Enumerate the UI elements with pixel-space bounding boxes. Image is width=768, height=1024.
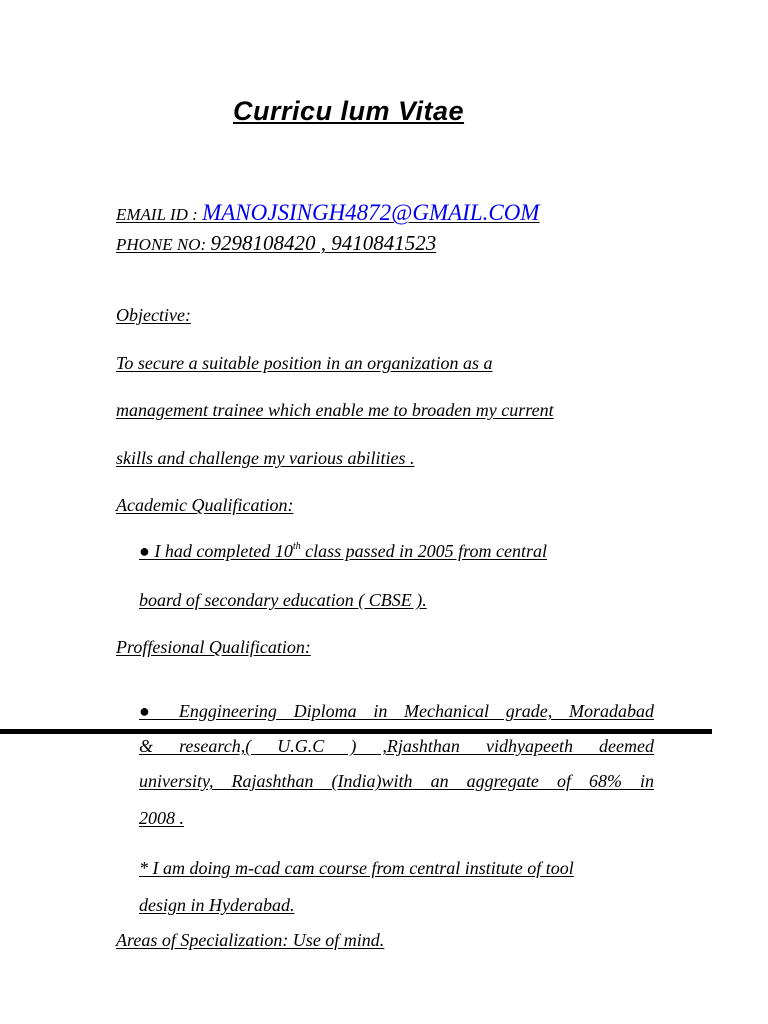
professional-line-4: 2008 . (139, 808, 184, 828)
specialization-line: Areas of Specialization: Use of mind. (116, 930, 385, 950)
academic-bullet (139, 541, 547, 562)
academic-bullet-text: ● I had completed 10 (139, 541, 293, 561)
academic-bullet-sup: th (292, 541, 301, 552)
academic-heading: Academic Qualification: (116, 495, 294, 515)
objective-line-3: skills and challenge my various abilities . (116, 448, 415, 468)
email-label: EMAIL ID : (116, 205, 203, 224)
professional-line-1: ● Enggineering Diploma in Mechanical grade, Moradabad (139, 701, 654, 721)
professional-line-2: & research,( U.G.C ) ,Rjashthan vidhyapeeth deemed (139, 736, 654, 756)
objective-line-1: To secure a suitable position in an organization as a (116, 353, 493, 373)
objective-line-2: management trainee which enable me to broaden my current (116, 400, 554, 420)
phone-numbers: 9298108420 , 9410841523 (210, 231, 437, 255)
horizontal-divider (0, 729, 712, 734)
course-note-line-1: * I am doing m-cad cam course from central institute of tool (139, 858, 574, 878)
academic-bullet-rest: class passed in 2005 from central (300, 541, 547, 561)
course-note-line-2: design in Hyderabad. (139, 895, 295, 915)
document-title: Curricu lum Vitae (233, 96, 465, 126)
email-line (116, 200, 539, 226)
email-link[interactable]: MANOJSINGH4872@GMAIL.COM (202, 200, 540, 225)
academic-bullet-line-2: board of secondary education ( CBSE ). (139, 590, 427, 610)
phone-label: PHONE NO: (116, 235, 211, 254)
phone-line (116, 231, 436, 256)
objective-heading: Objective: (116, 305, 191, 325)
professional-heading: Proffesional Qualification: (116, 637, 311, 657)
professional-line-3: university, Rajashthan (India)with an aggregate of 68% in (139, 771, 654, 791)
